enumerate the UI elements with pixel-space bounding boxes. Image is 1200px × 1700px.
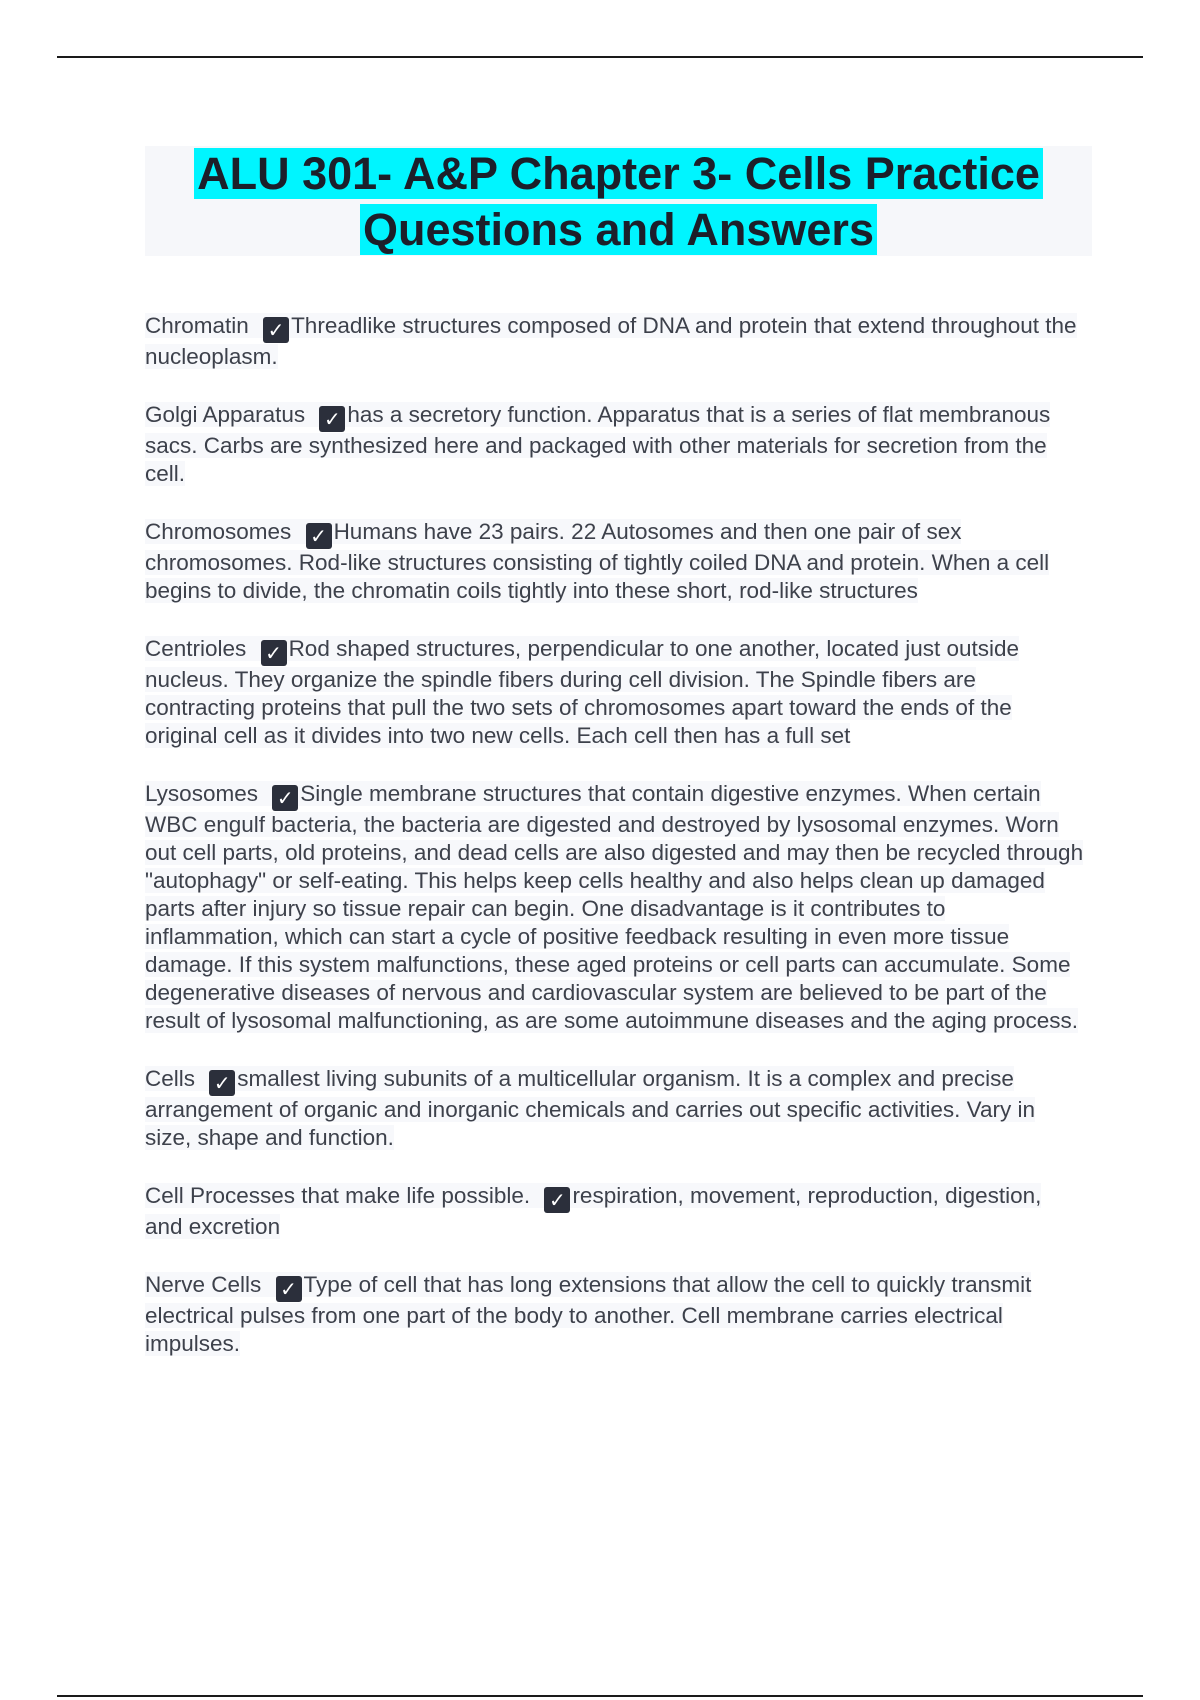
bottom-rule	[57, 1695, 1143, 1697]
qa-list	[145, 312, 1085, 1388]
qa-item	[145, 1182, 1085, 1241]
qa-item	[145, 780, 1085, 1035]
checkmark-icon: ✓	[261, 640, 287, 666]
checkmark-icon: ✓	[272, 785, 298, 811]
qa-answer: smallest living subunits of a multicellular organism. It is a complex and precise arrangement of organic and inorganic chemicals and carries out specific activities. Vary in size, shape and function.	[145, 1066, 1036, 1150]
qa-term: Cell Processes that make life possible.	[145, 1183, 531, 1208]
qa-term: Cells	[145, 1066, 196, 1091]
checkmark-icon: ✓	[276, 1276, 302, 1302]
qa-term: Golgi Apparatus	[145, 402, 306, 427]
checkmark-icon: ✓	[544, 1187, 570, 1213]
title-line-2: Questions and Answers	[360, 204, 877, 255]
qa-answer: has a secretory function. Apparatus that is a series of flat membranous sacs. Carbs are synthesized here and packaged with other materials for secretion from the cell.	[145, 402, 1051, 486]
qa-term: Centrioles	[145, 636, 247, 661]
qa-answer: respiration, movement, reproduction, digestion, and excretion	[145, 1183, 1042, 1239]
qa-term: Chromosomes	[145, 519, 292, 544]
qa-answer: Single membrane structures that contain digestive enzymes. When certain WBC engulf bacteria, the bacteria are digested and destroyed by lysosomal enzymes. Worn out cell parts, old proteins, and dead cells are also digested and may then be recycled through "autophagy" or self-eating. This helps keep cells healthy and also helps clean up damaged parts after injury so tissue repair can begin. One disadvantage is it contributes to inflammation, which can start a cycle of positive feedback resulting in even more tissue damage. If this system malfunctions, these aged proteins or cell parts can accumulate. Some degenerative diseases of nervous and cardiovascular system are believed to be part of the result of lysosomal malfunctioning, as are some autoimmune diseases and the aging process.	[145, 781, 1084, 1033]
page-title	[145, 146, 1092, 258]
qa-item	[145, 635, 1085, 750]
qa-item	[145, 1065, 1085, 1152]
checkmark-icon: ✓	[306, 523, 332, 549]
title-block	[145, 146, 1092, 256]
top-rule	[57, 56, 1143, 58]
checkmark-icon: ✓	[319, 406, 345, 432]
qa-item	[145, 312, 1085, 371]
qa-item	[145, 518, 1085, 605]
qa-answer: Rod shaped structures, perpendicular to one another, located just outside nucleus. They organize the spindle fibers during cell division. The Spindle fibers are contracting proteins that pull the two sets of chromosomes apart toward the ends of the original cell as it divides into two new cells. Each cell then has a full set	[145, 636, 1020, 748]
qa-answer: Type of cell that has long extensions that allow the cell to quickly transmit electrical pulses from one part of the body to another. Cell membrane carries electrical impulses.	[145, 1272, 1032, 1356]
qa-answer: Humans have 23 pairs. 22 Autosomes and then one pair of sex chromosomes. Rod-like structures consisting of tightly coiled DNA and protein. When a cell begins to divide, the chromatin coils tightly into these short, rod-like structures	[145, 519, 1050, 603]
qa-term: Lysosomes	[145, 781, 258, 806]
qa-answer: Threadlike structures composed of DNA and protein that extend throughout the nucleoplasm.	[145, 313, 1077, 369]
qa-term: Chromatin	[145, 313, 249, 338]
checkmark-icon: ✓	[209, 1070, 235, 1096]
qa-term: Nerve Cells	[145, 1272, 262, 1297]
checkmark-icon: ✓	[263, 317, 289, 343]
qa-item	[145, 401, 1085, 488]
qa-item	[145, 1271, 1085, 1358]
title-line-1: ALU 301- A&P Chapter 3- Cells Practice	[194, 148, 1043, 199]
